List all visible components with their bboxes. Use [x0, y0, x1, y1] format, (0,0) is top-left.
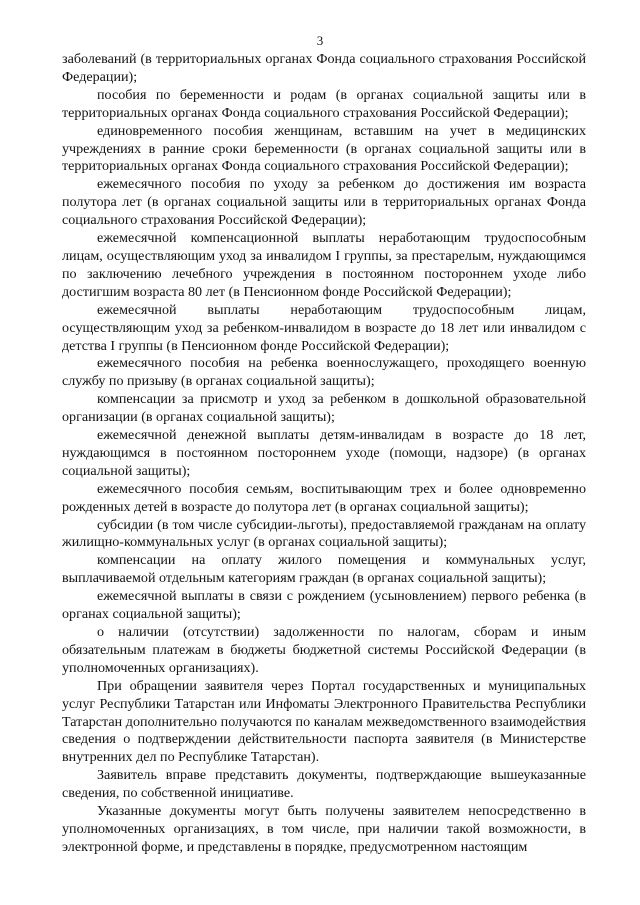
paragraph: ежемесячной выплаты неработающим трудоспособным лицам, осуществляющим уход за ребенком-инвалидом в возрасте до 18 лет или инвалидом с детства I группы (в Пенсионном фонде Российской Федерации); — [62, 301, 586, 354]
paragraph: единовременного пособия женщинам, вставшим на учет в медицинских учреждениях в ранние сроки беременности (в органах социальной защиты или в территориальных органах Фонда социального страхования Российской Федерации); — [62, 122, 586, 175]
paragraph: ежемесячной выплаты в связи с рождением (усыновлением) первого ребенка (в органах социальной защиты); — [62, 588, 586, 623]
paragraph: пособия по беременности и родам (в органах социальной защиты или в территориальных органах Фонда социального страхования Российской Федерации); — [62, 86, 586, 121]
paragraph: компенсации за присмотр и уход за ребенком в дошкольной образовательной организации (в органах социальной защиты); — [62, 391, 586, 426]
paragraph: субсидии (в том числе субсидии-льготы), предоставляемой гражданам на оплату жилищно-коммунальных услуг (в органах социальной защиты); — [62, 516, 586, 551]
paragraph-continuation: заболеваний (в территориальных органах Фонда социального страхования Российской Федерации); — [62, 51, 586, 85]
paragraph: о наличии (отсутствии) задолженности по налогам, сборам и иным обязательным платежам в бюджеты бюджетной системы Российской Федерации (в уполномоченных организациях). — [62, 624, 586, 676]
paragraph: ежемесячного пособия по уходу за ребенком до достижения им возраста полутора лет (в органах социальной защиты или в территориальных органах Фонда социального страхования Российской Федерации); — [62, 176, 586, 229]
paragraph: Указанные документы могут быть получены заявителем непосредственно в уполномоченных организациях, в том числе, при наличии такой возможности, в электронной форме, и представлены в порядке, предусмотренном настоящим — [62, 803, 586, 855]
document-body — [62, 51, 586, 857]
page-number: 3 — [316, 33, 324, 48]
paragraph: При обращении заявителя через Портал государственных и муниципальных услуг Республики Татарстан или Инфоматы Электронного Правительства Республики Татарстан дополнительно получаются по каналам межведомственного взаимодействия сведения о подтверждении действительности паспорта заявителя (в Министерстве внутренних дел по Республике Татарстан). — [62, 677, 586, 766]
paragraph: ежемесячной компенсационной выплаты неработающим трудоспособным лицам, осуществляющим уход за инвалидом I группы, за престарелым, нуждающимся по заключению лечебного учреждения в постоянном постороннем уходе либо достигшим возраста 80 лет (в Пенсионном фонде Российской Федерации); — [62, 230, 586, 300]
paragraph: ежемесячного пособия на ребенка военнослужащего, проходящего военную службу по призыву (в органах социальной защиты); — [62, 355, 586, 390]
paragraph: ежемесячного пособия семьям, воспитывающим трех и более одновременно рожденных детей в возрасте до полутора лет (в органах социальной защиты); — [62, 480, 586, 515]
paragraph: компенсации на оплату жилого помещения и коммунальных услуг, выплачиваемой отдельным категориям граждан (в органах социальной защиты); — [62, 552, 586, 587]
paragraph: ежемесячной денежной выплаты детям-инвалидам в возрасте до 18 лет, нуждающимся в постоянном постороннем уходе (помощи, надзоре) (в органах социальной защиты); — [62, 427, 586, 479]
paragraph: Заявитель вправе представить документы, подтверждающие вышеуказанные сведения, по собственной инициативе. — [62, 767, 586, 802]
